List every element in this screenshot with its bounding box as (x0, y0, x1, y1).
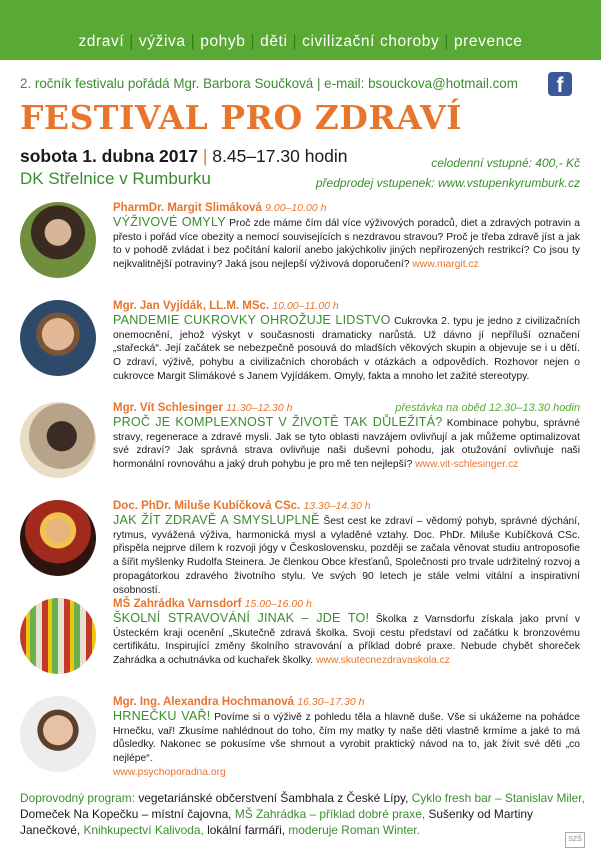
facebook-icon[interactable]: f (548, 72, 572, 96)
speaker-time: 15.00–16.00 h (244, 598, 312, 610)
lecture-text: Proč zde máme čím dál více výživových poradců, diet a zdravých potravin a přesto i pořád více obezity a nemocí souvisejících s nezdravou stravou? Proč je třeba zdravě jíst a jak to v pohodě zvládat i bez počítání kalorií anebo jakýchkoliv jiných nepřirozených restrikcí? Co jsou ty nejkvalitnější potraviny? Jaká jsou nejlepší výživová doporučení? (113, 218, 580, 271)
speaker-photo (20, 402, 96, 478)
lecture-title: ŠKOLNÍ STRAVOVÁNÍ JINAK – JDE TO! (113, 611, 370, 625)
footer-label: Doprovodný program: (20, 791, 135, 805)
topic-item: prevence (453, 33, 523, 50)
speaker-link[interactable]: www.vit-schlesinger.cz (415, 459, 519, 471)
topic-item: děti (260, 33, 288, 50)
footer-vendor: Cyklo fresh bar – Stanislav Miler, (411, 791, 585, 805)
top-banner (0, 0, 601, 60)
footer-vendor: Knihkupectví Kalivoda, (83, 823, 204, 837)
school-logo: SZŠ (565, 832, 585, 848)
event-date (20, 146, 348, 167)
lecture-text: Šest cest ke zdraví – vědomý pohyb, správné dýchání, rytmus, vyvážená výživa, harmonická mysl a vyladěné vztahy. Doc. PhDr. Miluše Kubíčková CSc. přispěla nejprve dílem k rozvoji jógy v Československu, později se začala věnovat studiu antroposofie a šířit myšlenky Rudolfa Steinera. Je členkou Obce křesťanů, Společnosti pro trvale udržitelný rozvoj a propagátorkou zdravého životního stylu. Ve svých 90 letech je stále velmi vitální a inspirativní osobností. (113, 516, 580, 596)
speaker-time: 9.00–10.00 h (265, 202, 327, 214)
lecture-text: Školka z Varnsdorfu získala jako první v Ústeckém kraji ocenění „Skutečně zdravá školka. Svoji cestu představí od začátku k bronzovému certifikátu. Inspirující změny školního stravování a příklad dobré praxe. Nebude chybět shoreček Zahrádka a ochutnávka od kuchařek školky. (113, 614, 580, 667)
lecture-description (113, 314, 580, 384)
speaker-photo (20, 598, 96, 674)
hours-text: 8.45–17.30 hodin (212, 146, 348, 166)
speaker-name: Mgr. Jan Vyjídák, LL.M. MSc. (113, 300, 270, 312)
date-text: sobota 1. dubna 2017 (20, 146, 198, 166)
topic-item: zdraví (78, 33, 125, 50)
lecture-description (113, 216, 580, 272)
footer-vendor: Domeček Na Kopečku – místní čajovna, (20, 807, 232, 821)
speaker-photo (20, 500, 96, 576)
topic-nav: zdraví | výživa | pohyb | děti | civilizační choroby | prevence (78, 33, 523, 50)
topic-item: výživa (138, 33, 186, 50)
topic-item: civilizační choroby (302, 33, 440, 50)
footer-vendor: MŠ Zahrádka – příklad dobré praxe, (234, 807, 426, 821)
speaker-name: Doc. PhDr. Miluše Kubíčková CSc. (113, 500, 301, 512)
lecture-description (113, 612, 580, 668)
organizer-info: 2. ročník festivalu pořádá Mgr. Barbora Součková | e-mail: bsouckova@hotmail.com (20, 76, 518, 91)
lecture-title: PANDEMIE CUKROVKY OHROŽUJE LIDSTVO (113, 313, 391, 327)
speaker-link[interactable]: www.margit.cz (412, 259, 479, 271)
ticket-price: celodenní vstupné: 400,- Kč (431, 156, 580, 170)
speaker-time: 11.30–12.30 h (226, 402, 293, 414)
lecture-description (113, 416, 580, 472)
festival-title: FESTIVAL PRO ZDRAVÍ (20, 98, 463, 137)
lecture-title: VÝŽIVOVÉ OMYLY (113, 215, 226, 229)
footer-vendor: vegetariánské občerstvení Šambhala z České Lípy, (138, 791, 409, 805)
accompanying-program (20, 790, 586, 838)
speaker-link[interactable]: www.psychoporadna.org (113, 766, 226, 778)
footer-vendor: lokální farmáři, (207, 823, 286, 837)
speaker-name: PharmDr. Margit Slimáková (113, 202, 262, 214)
lecture-title: JAK ŽÍT ZDRAVĚ A SMYSLUPLNĚ (113, 513, 320, 527)
lunch-break: přestávka na oběd 12.30–13.30 hodin (395, 402, 580, 414)
lecture-text: Povíme si o výživě z pohledu těla a hlavně duše. Vše si ukážeme na pohádce Hrnečku, vař! Zkusíme nahlédnout do toho, čím my matky ty naše děti vlastně krmíme a jaké to má důsledky. Nakonec se pokusíme vše shrnout a vyrobit praktický návod na to, jak živit své děti „co nejlépe“. (113, 712, 580, 765)
lecture-text: Kombinace pohybu, správné stravy, regenerace a zdravé mysli. Jak se tyto oblasti navzájem ovlivňují a jak můžeme optimalizovat své zdraví? Jak správná strava ovlivňuje naši duševní pohodu, jak otužování ovlivňuje naši hormonální rovnováhu a jaký druh pohybu je pro mě ten nejlepší? (113, 418, 580, 471)
date-separator: | (202, 146, 208, 166)
lecture-title: HRNEČKU VAŘ! (113, 709, 211, 723)
speaker-time: 16.30–17.30 h (297, 696, 365, 708)
topic-item: pohyb (200, 33, 246, 50)
venue: DK Střelnice v Rumburku (20, 169, 211, 188)
speaker-time: 13.30–14.30 h (303, 500, 371, 512)
speaker-name: Mgr. Ing. Alexandra Hochmanová (113, 696, 295, 708)
lecture-description (113, 514, 580, 597)
speaker-time: 10.00–11.00 h (272, 300, 339, 312)
footer-vendor: moderuje Roman Winter. (288, 823, 420, 837)
lecture-text: Cukrovka 2. typu je jedno z civilizačních onemocnění, jehož výskyt v současnosti dramaticky narůstá. Už dávno jí nepříluší označení „stařecká“. Její začátek se nebezpečně posouvá do mladších věkových skupin a objevuje se i u dětí. O zdraví, výživě, pohybu a civilizačních chorobách v otázkách a odpovědích. Rozhovor nejen o cukrovce Margit Slimákové s Janem Vyjídákem. Omyly, fakta a mnoho let zažité stereotypy. (113, 316, 580, 382)
ticket-presale: předprodej vstupenek: www.vstupenkyrumburk.cz (315, 176, 580, 190)
footer-vendor: Sušenky od Martiny Janečkové, (20, 807, 533, 837)
speaker-name: MŠ Zahrádka Varnsdorf (113, 598, 242, 610)
speaker-photo (20, 300, 96, 376)
lecture-description (113, 710, 580, 780)
speaker-photo (20, 696, 96, 772)
speaker-photo (20, 202, 96, 278)
speaker-name: Mgr. Vít Schlesinger (113, 402, 223, 414)
speaker-link[interactable]: www.skutecnezdravaskola.cz (316, 655, 450, 667)
lecture-title: PROČ JE KOMPLEXNOST V ŽIVOTĚ TAK DŮLEŽITÁ? (113, 415, 443, 429)
